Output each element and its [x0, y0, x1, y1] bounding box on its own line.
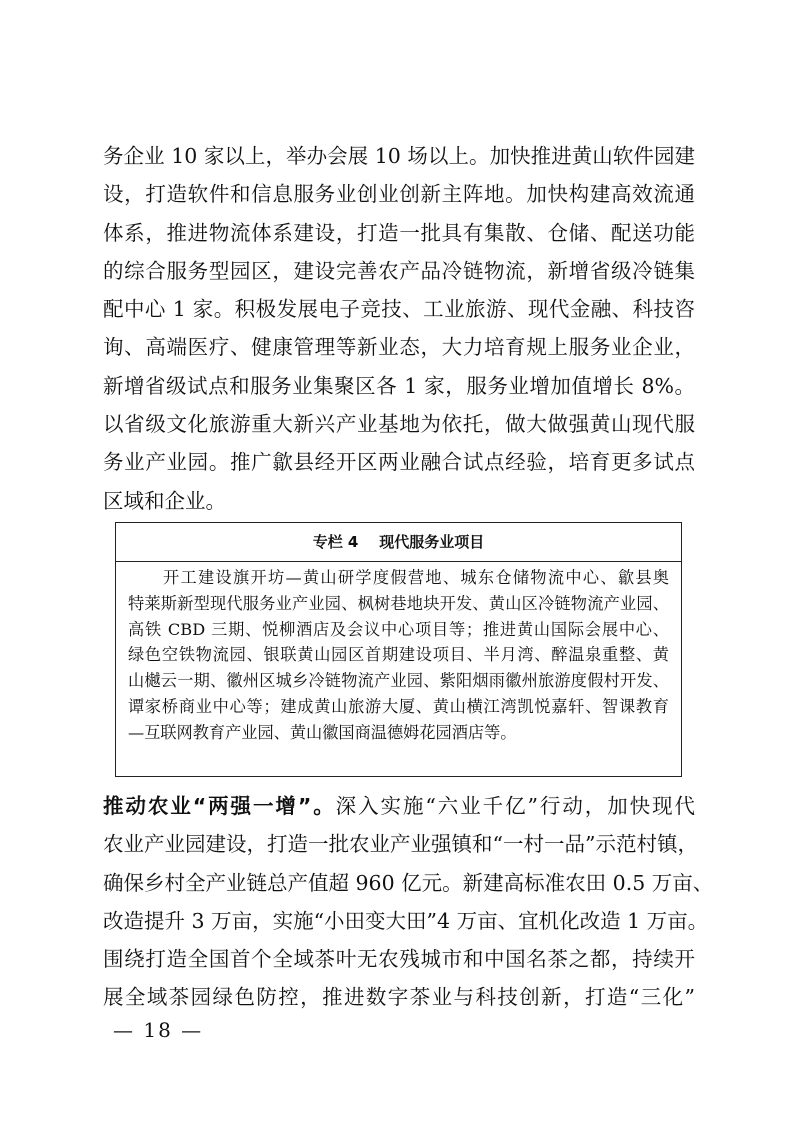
body-paragraph-1	[103, 137, 695, 520]
paragraph-line: 务企业 10 家以上，举办会展 10 场以上。加快推进黄山软件园建	[103, 144, 695, 168]
body-paragraph-2	[103, 787, 714, 1017]
page-number: — 18 —	[113, 1018, 204, 1042]
paragraph-line-rest: 深入实施“六业千亿”行动，加快现代	[335, 794, 695, 818]
paragraph-line: 改造提升 3 万亩，实施“小田变大田”4 万亩、宜机化改造 1 万亩。	[103, 908, 709, 933]
paragraph-line: 山樾云一期、徽州区城乡冷链物流产业园、紫阳烟雨徽州旅游度假村开发、	[128, 671, 669, 691]
section-lead: 推动农业“两强一增”。	[103, 794, 336, 818]
paragraph-line: 展全域茶园绿色防控，推进数字茶业与科技创新，打造“三化”	[103, 985, 695, 1010]
paragraph-line: 围绕打造全国首个全域茶叶无农残城市和中国名茶之都，持续开	[103, 947, 695, 972]
paragraph-line: 特莱斯新型现代服务业产业园、枫树巷地块开发、黄山区冷链物流产业园、	[128, 593, 669, 613]
column-box-title	[116, 523, 681, 562]
paragraph-line: 确保乡村全产业链总产值超 960 亿元。新建高标准农田 0.5 万亩、	[103, 870, 714, 895]
paragraph-line: 谭家桥商业中心等；建成黄山旅游大厦、黄山横江湾凯悦嘉轩、智课教育	[128, 696, 669, 716]
paragraph-line: 务业产业园。推广歙县经开区两业融合试点经验，培育更多试点	[103, 450, 695, 475]
paragraph-line: —互联网教育产业园、黄山徽国商温德姆花园酒店等。	[128, 722, 517, 742]
paragraph-line: 询、高端医疗、健康管理等新业态，大力培育规上服务业企业，	[103, 335, 695, 360]
column-box-heading: 现代服务业项目	[379, 533, 485, 551]
paragraph-line: 农业产业园建设，打造一批农业产业强镇和“一村一品”示范村镇，	[103, 832, 698, 857]
paragraph-line: 区域和企业。	[103, 488, 226, 513]
column-box-label: 专栏 4	[312, 533, 359, 551]
column-box	[115, 522, 682, 777]
paragraph-line: 以省级文化旅游重大新兴产业基地为依托，做大做强黄山现代服	[103, 412, 695, 437]
paragraph-line: 设，打造软件和信息服务业创业创新主阵地。加快构建高效流通	[103, 182, 695, 207]
paragraph-line: 高铁 CBD 三期、悦柳酒店及会议中心项目等；推进黄山国际会展中心、	[128, 619, 669, 639]
paragraph-line: 开工建设旗开坊—黄山研学度假营地、城东仓储物流中心、歙县奥	[128, 568, 669, 587]
paragraph-line: 体系，推进物流体系建设，打造一批具有集散、仓储、配送功能	[103, 220, 695, 245]
paragraph-line: 的综合服务型园区，建设完善农产品冷链物流，新增省级冷链集	[103, 258, 695, 283]
paragraph-line: 新增省级试点和服务业集聚区各 1 家，服务业增加值增长 8%。	[103, 373, 695, 398]
paragraph-line: 配中心 1 家。积极发展电子竞技、工业旅游、现代金融、科技咨	[103, 297, 695, 322]
paragraph-line: 绿色空铁物流园、银联黄山园区首期建设项目、半月湾、醉温泉重整、黄	[128, 645, 669, 665]
paragraph-line	[103, 787, 695, 825]
column-box-body	[116, 562, 681, 746]
